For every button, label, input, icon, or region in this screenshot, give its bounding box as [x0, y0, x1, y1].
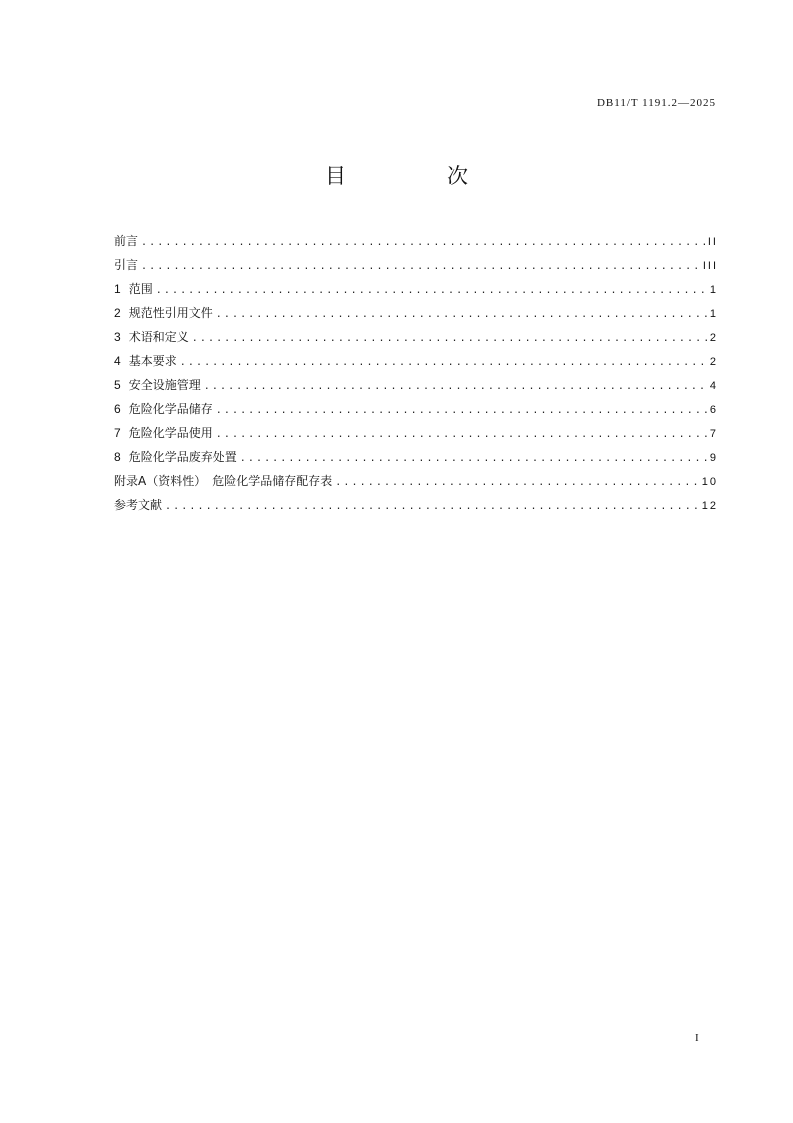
- toc-entry-page: 10: [701, 476, 718, 488]
- toc-entry-page: 6: [709, 404, 718, 416]
- toc-entry-label: 基本要求: [128, 354, 177, 368]
- toc-entry-scope[interactable]: [114, 277, 716, 301]
- toc-entry-number: 2: [114, 306, 121, 320]
- toc-entry-appendix-a[interactable]: [114, 469, 716, 493]
- toc-entry-label: 术语和定义: [128, 330, 189, 344]
- toc-entry-terms-definitions[interactable]: [114, 325, 716, 349]
- toc-entry-label: 危险化学品储存: [128, 402, 213, 416]
- toc-entry-page: II: [707, 236, 718, 248]
- toc-leader-dots: [240, 447, 707, 471]
- toc-entry-label: 规范性引用文件: [128, 306, 213, 320]
- toc-entry-label: 危险化学品废弃处置: [128, 450, 237, 464]
- toc-entry-chemical-storage[interactable]: [114, 397, 716, 421]
- toc-entry-introduction[interactable]: [114, 253, 716, 277]
- toc-leader-dots: [141, 255, 700, 279]
- toc-entry-label: 引言: [114, 258, 139, 272]
- toc-leader-dots: [204, 375, 707, 399]
- toc-entry-number: 4: [114, 354, 121, 368]
- toc-leader-dots: [335, 471, 699, 495]
- toc-title: 目 次: [325, 164, 508, 188]
- toc-entry-number: 6: [114, 402, 121, 416]
- toc-entry-number: 8: [114, 450, 121, 464]
- toc-leader-dots: [180, 351, 707, 375]
- toc-entry-page: 4: [709, 380, 718, 392]
- table-of-contents: [114, 229, 716, 517]
- toc-leader-dots: [141, 231, 705, 255]
- toc-entry-normative-references[interactable]: [114, 301, 716, 325]
- toc-entry-chemical-use[interactable]: [114, 421, 716, 445]
- toc-entry-bibliography[interactable]: [114, 493, 716, 517]
- toc-entry-number: 7: [114, 426, 121, 440]
- document-code: DB11/T 1191.2—2025: [596, 97, 716, 109]
- toc-leader-dots: [216, 303, 707, 327]
- toc-entry-page: III: [702, 260, 718, 272]
- toc-entry-label: 参考文献: [114, 498, 163, 512]
- toc-entry-page: 1: [709, 308, 718, 320]
- toc-entry-basic-requirements[interactable]: [114, 349, 716, 373]
- toc-leader-dots: [216, 399, 707, 423]
- toc-leader-dots: [192, 327, 707, 351]
- toc-entry-label: 危险化学品使用: [128, 426, 213, 440]
- toc-entry-page: 2: [709, 356, 718, 368]
- toc-entry-page: 7: [709, 428, 718, 440]
- toc-entry-page: 12: [701, 500, 718, 512]
- toc-entry-safety-facilities[interactable]: [114, 373, 716, 397]
- toc-entry-page: 9: [709, 452, 718, 464]
- toc-entry-page: 2: [709, 332, 718, 344]
- toc-leader-dots: [216, 423, 707, 447]
- toc-entry-number: 3: [114, 330, 121, 344]
- toc-leader-dots: [165, 495, 699, 519]
- page-number: I: [695, 1032, 699, 1044]
- toc-entry-chemical-disposal[interactable]: [114, 445, 716, 469]
- toc-entry-label: 安全设施管理: [128, 378, 201, 392]
- toc-entry-label: 附录A（资料性） 危险化学品储存配存表: [114, 474, 333, 488]
- toc-entry-label: 范围: [128, 282, 153, 296]
- toc-entry-label: 前言: [114, 234, 139, 248]
- toc-entry-number: 1: [114, 282, 121, 296]
- toc-entry-page: 1: [709, 284, 718, 296]
- toc-entry-number: 5: [114, 378, 121, 392]
- toc-entry-foreword[interactable]: [114, 229, 716, 253]
- toc-leader-dots: [156, 279, 707, 303]
